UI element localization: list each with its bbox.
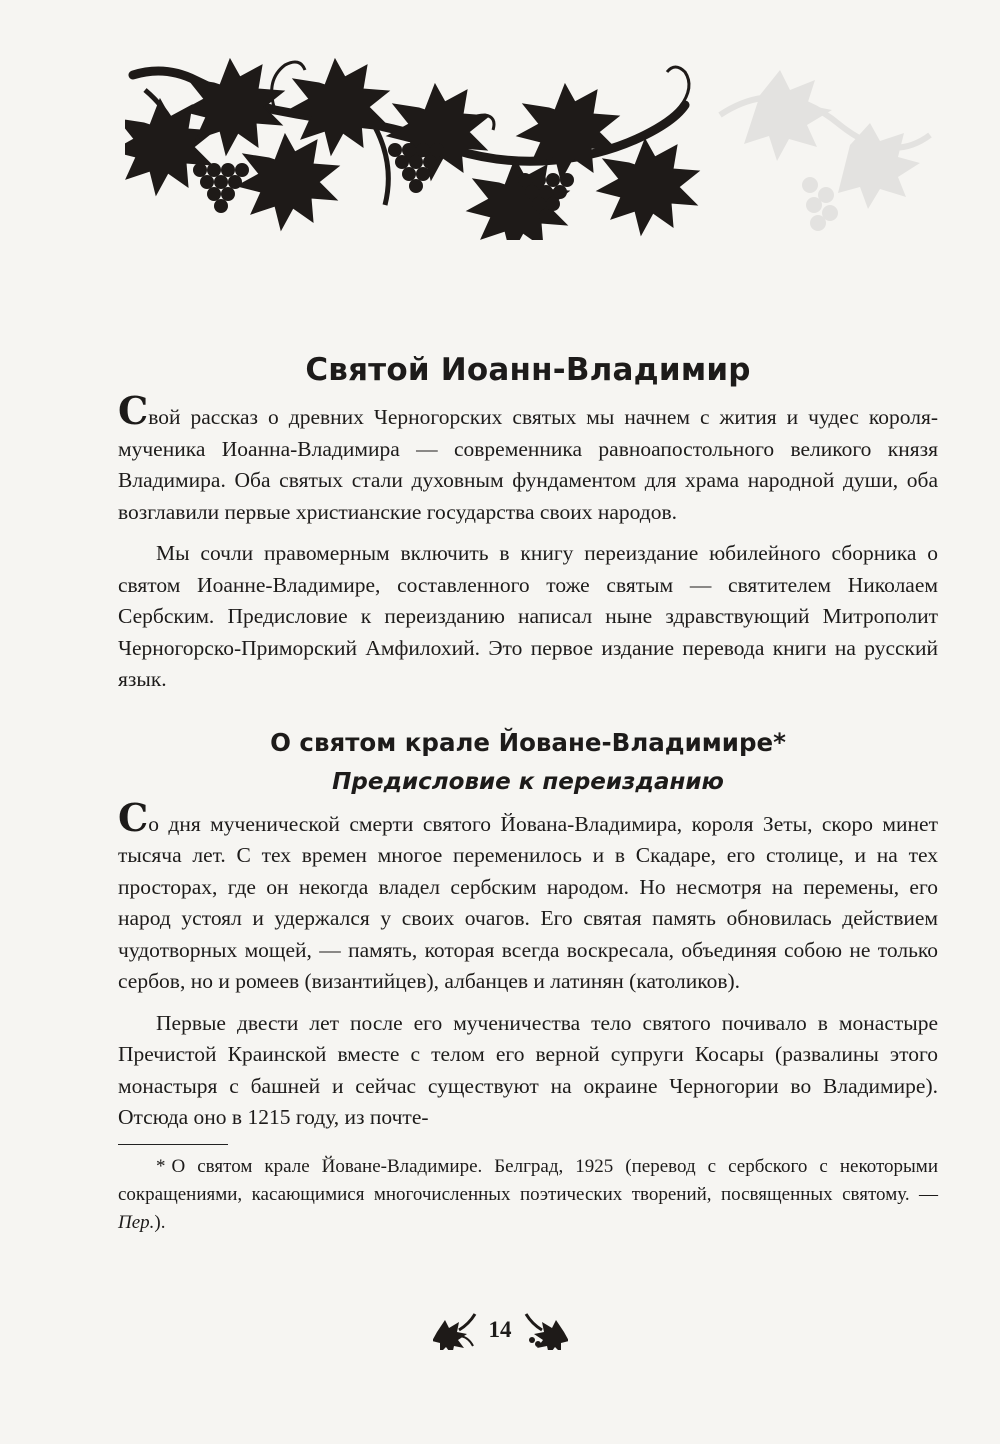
grapevine-ornament-icon (125, 55, 715, 240)
section-paragraph-2: Первые двести лет после его мученичества тело святого почивало в монастыре Пречистой Краинской вместе с телом его верной супруги Косары (развалины этого монастыря с башней и сейчас существуют на окраине Черногории во Владимире). Отсюда оно в 1215 году, из почте- (118, 1010, 938, 1129)
drop-cap: С (118, 794, 149, 840)
intro-paragraph-1: Свой рассказ о древних Черногорских святых мы начнем с жития и чудес короля-мученика Иоанна-Владимира — современника равноапостольного великого князя Владимира. Оба святых стали духовным фундаментом для храма народной души, оба возглавили первые христианские государства своих народов. (118, 388, 938, 524)
page-number: 14 (488, 1317, 512, 1342)
footnote-divider (118, 1144, 228, 1145)
footnote: * О святом крале Йоване-Владимире. Белград, 1925 (перевод с сербского с некоторыми сокращениями, касающимися многочисленных поэтических творений, посвященных святому. — Пер.). (118, 1155, 938, 1233)
section-subheading: Предисловие к переизданию (332, 768, 724, 795)
page-footer (400, 1305, 600, 1355)
leaf-ornament-left-icon (433, 1310, 477, 1350)
intro-paragraph-2: Мы сочли правомерным включить в книгу переиздание юбилейного сборника о святом Иоанне-Владимире, составленного тоже святым — святителем Николаем Сербским. Предисловие к переизданию написал ныне здравствующий Митрополит Черногорско-Приморский Амфилохий. Это первое издание перевода книги на русский язык. (118, 541, 938, 691)
chapter-title: Святой Иоанн-Владимир (305, 352, 751, 388)
section-heading: О святом крале Йоване-Владимире* (270, 727, 786, 757)
drop-cap: С (118, 388, 149, 433)
leaf-ornament-right-icon (524, 1310, 568, 1350)
section-paragraph-1: Со дня мученической смерти святого Йована-Владимира, короля Зеты, скоро минет тысяча лет. С тех времен многое переменилось и в Скадаре, его столице, и на тех просторах, где он некогда владел сербским народом. Но несмотря на перемены, его народ устоял и удержался у своих очагов. Его святая память обновилась действием чудотворных мощей, — память, которая всегда воскресала, объединяя собою не только сербов, но и ромеев (византийцев), албанцев и латинян (католиков). (118, 794, 938, 993)
show-through-icon (700, 55, 940, 255)
translator-note: Пер. (118, 1211, 155, 1233)
footnote-mark: * (156, 1155, 166, 1177)
page-content (118, 352, 938, 1237)
